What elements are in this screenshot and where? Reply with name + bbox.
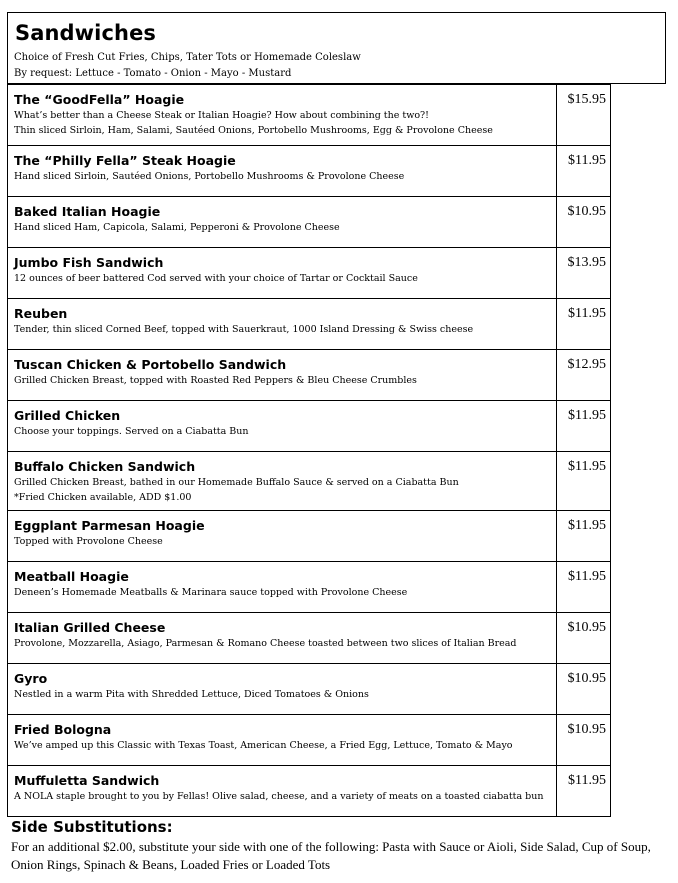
side-substitutions-title: Side Substitutions: [11,818,173,836]
menu-item-price: $11.95 [557,401,611,452]
request-note: By request: Lettuce - Tomato - Onion - Mayo - Mustard [14,68,292,79]
menu-item-cell [8,350,557,401]
menu-item-description: Tender, thin sliced Corned Beef, topped with Sauerkraut, 1000 Island Dressing & Swiss cheese [14,324,474,335]
menu-item-name: Buffalo Chicken Sandwich [14,459,196,474]
menu-item-cell [8,715,557,766]
menu-item-description: What’s better than a Cheese Steak or Italian Hoagie? How about combining the two?! [14,110,429,121]
menu-item-description: Deneen’s Homemade Meatballs & Marinara sauce topped with Provolone Cheese [14,587,408,598]
menu-item-name: Reuben [14,306,68,321]
menu-item-price: $11.95 [557,766,611,817]
menu-item-cell [8,146,557,197]
menu-item-cell [8,664,557,715]
menu-item-cell [8,299,557,350]
menu-item-price: $10.95 [557,197,611,248]
menu-item-name: Italian Grilled Cheese [14,620,166,635]
menu-item-description: Provolone, Mozzarella, Asiago, Parmesan & Romano Cheese toasted between two slices of Italian Bread [14,638,517,649]
menu-item-name: Eggplant Parmesan Hoagie [14,518,205,533]
menu-item-name: Grilled Chicken [14,408,121,423]
menu-item-name: Muffuletta Sandwich [14,773,160,788]
menu-item-description: Hand sliced Ham, Capicola, Salami, Pepperoni & Provolone Cheese [14,222,340,233]
section-title: Sandwiches [15,21,157,45]
menu-item-cell [8,248,557,299]
menu-item-row [8,766,611,817]
menu-item-description: Thin sliced Sirloin, Ham, Salami, Sautéed Onions, Portobello Mushrooms, Egg & Provolone Cheese [14,125,493,136]
menu-item-price: $11.95 [557,299,611,350]
menu-item-row [8,85,611,146]
menu-item-cell [8,613,557,664]
menu-item-row [8,664,611,715]
menu-item-name: Baked Italian Hoagie [14,204,161,219]
menu-item-row [8,146,611,197]
menu-item-price: $13.95 [557,248,611,299]
menu-item-description: Topped with Provolone Cheese [14,536,163,547]
menu-item-cell [8,452,557,511]
menu-item-row [8,401,611,452]
menu-item-price: $11.95 [557,511,611,562]
menu-item-row [8,613,611,664]
menu-item-cell [8,562,557,613]
menu-item-row [8,197,611,248]
menu-item-cell [8,85,557,146]
menu-table [7,84,611,817]
menu-item-description: Nestled in a warm Pita with Shredded Lettuce, Diced Tomatoes & Onions [14,689,369,700]
menu-item-cell [8,766,557,817]
menu-item-price: $10.95 [557,664,611,715]
menu-item-name: Meatball Hoagie [14,569,129,584]
menu-item-name: Fried Bologna [14,722,112,737]
menu-item-description: Choose your toppings. Served on a Ciabatta Bun [14,426,249,437]
menu-item-price: $10.95 [557,715,611,766]
menu-item-row [8,452,611,511]
menu-item-cell [8,511,557,562]
menu-item-cell [8,401,557,452]
menu-item-price: $11.95 [557,452,611,511]
menu-item-price: $11.95 [557,146,611,197]
menu-item-row [8,350,611,401]
menu-item-name: Gyro [14,671,48,686]
menu-item-name: Tuscan Chicken & Portobello Sandwich [14,357,287,372]
menu-item-description: Hand sliced Sirloin, Sautéed Onions, Portobello Mushrooms & Provolone Cheese [14,171,405,182]
side-substitutions-text: For an additional $2.00, substitute your side with one of the following: Pasta with Sauce or Aioli, Side Salad, Cup of Soup, Onion Rings, Spinach & Beans, Loaded Fries or Loaded Tots [11,839,651,872]
menu-item-name: The “Philly Fella” Steak Hoagie [14,153,236,168]
menu-item-name: Jumbo Fish Sandwich [14,255,164,270]
sandwiches-header [7,12,666,84]
menu-item-price: $15.95 [557,85,611,146]
menu-item-name: The “GoodFella” Hoagie [14,92,185,107]
menu-item-row [8,248,611,299]
menu-item-price: $10.95 [557,613,611,664]
sides-note: Choice of Fresh Cut Fries, Chips, Tater Tots or Homemade Coleslaw [14,52,361,63]
menu-item-row [8,715,611,766]
menu-item-row [8,299,611,350]
menu-item-row [8,562,611,613]
menu-item-description: We’ve amped up this Classic with Texas Toast, American Cheese, a Fried Egg, Lettuce, Tomato & Mayo [14,740,513,751]
menu-item-row [8,511,611,562]
menu-item-cell [8,197,557,248]
menu-item-description: 12 ounces of beer battered Cod served with your choice of Tartar or Cocktail Sauce [14,273,418,284]
menu-item-description: Grilled Chicken Breast, bathed in our Homemade Buffalo Sauce & served on a Ciabatta Bun [14,477,459,488]
menu-item-description: *Fried Chicken available, ADD $1.00 [14,492,192,503]
menu-item-price: $12.95 [557,350,611,401]
menu-item-price: $11.95 [557,562,611,613]
menu-item-description: Grilled Chicken Breast, topped with Roasted Red Peppers & Bleu Cheese Crumbles [14,375,417,386]
menu-item-description: A NOLA staple brought to you by Fellas! Olive salad, cheese, and a variety of meats on a toasted ciabatta bun [14,791,544,802]
